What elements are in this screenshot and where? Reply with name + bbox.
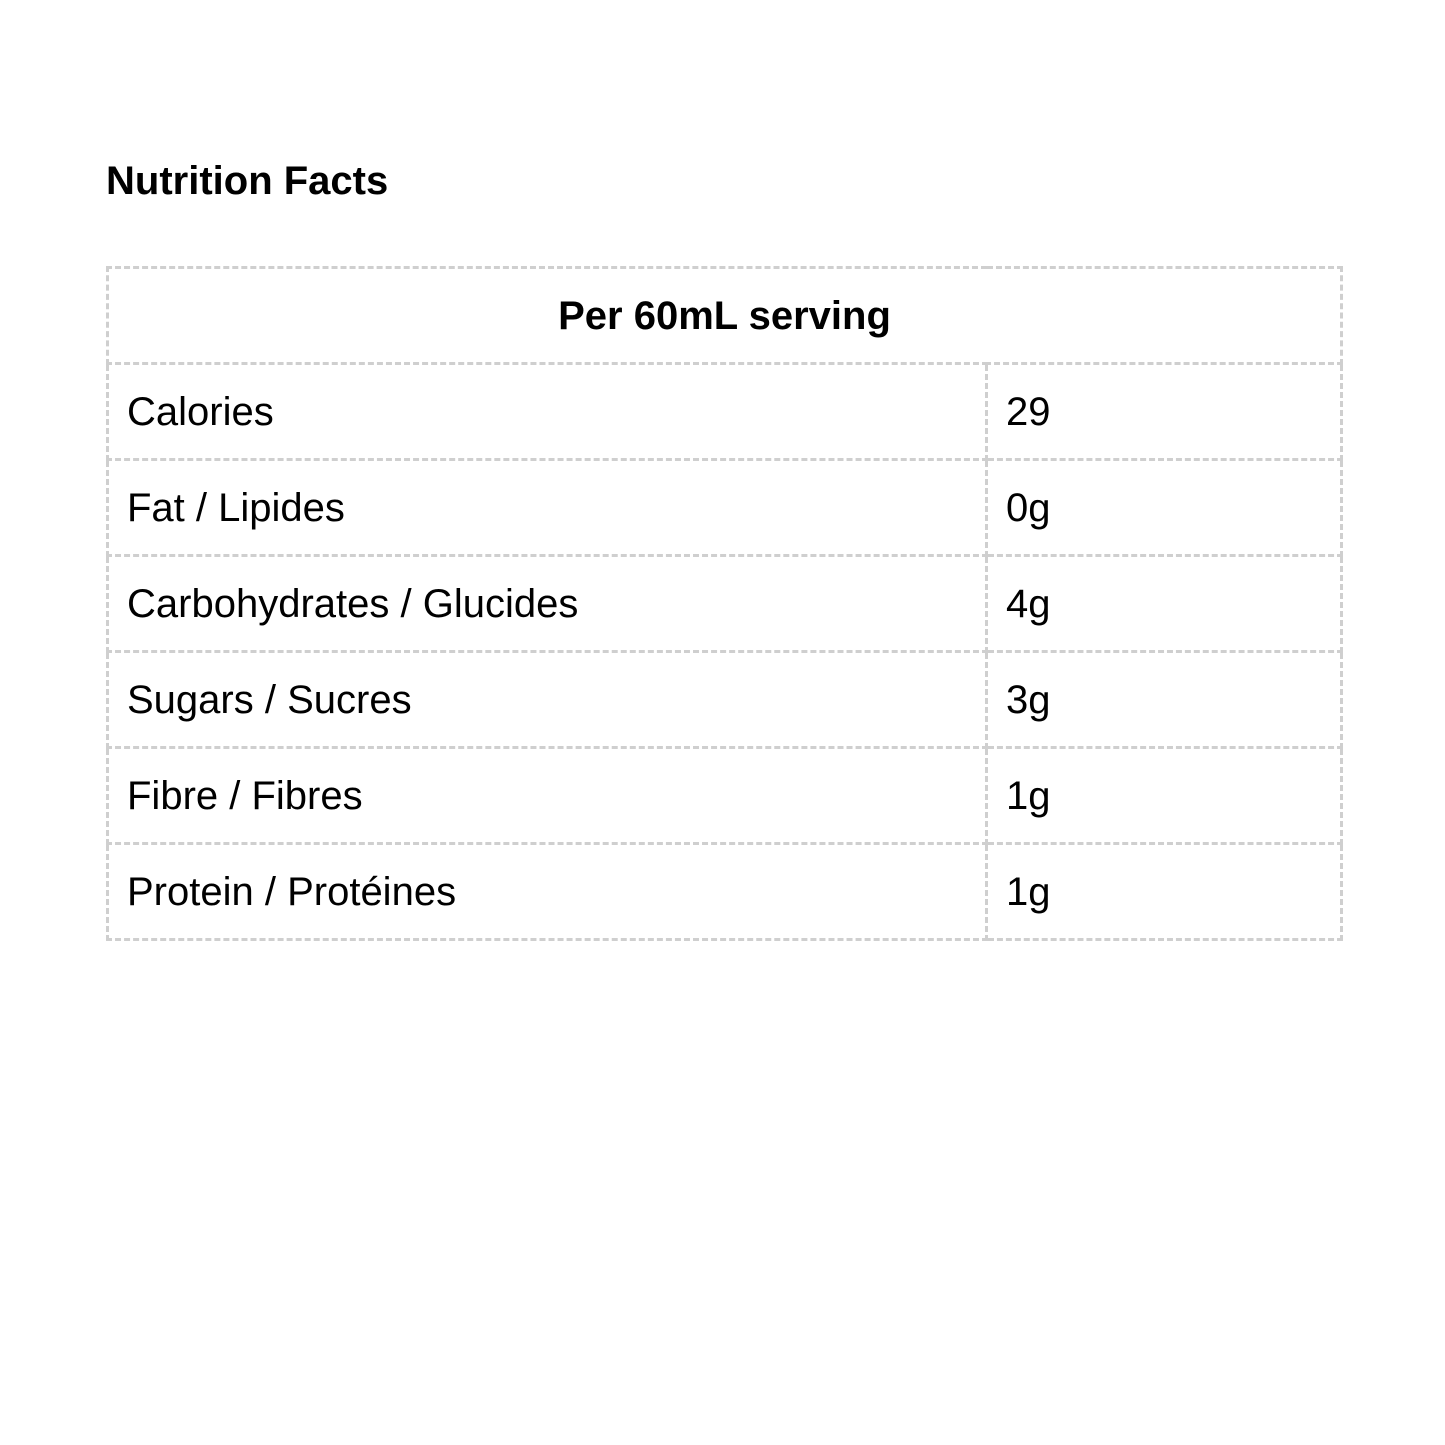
nutrient-name: Sugars / Sucres: [108, 652, 987, 748]
nutrient-value: 1g: [987, 844, 1342, 940]
page-title: Nutrition Facts: [106, 159, 389, 203]
table-row: [108, 748, 1342, 844]
nutrient-name: Calories: [108, 364, 987, 460]
nutrient-value: 1g: [987, 748, 1342, 844]
nutrient-name: Carbohydrates / Glucides: [108, 556, 987, 652]
nutrient-value: 29: [987, 364, 1342, 460]
nutrient-value: 0g: [987, 460, 1342, 556]
nutrition-table: [106, 266, 1343, 941]
table-row: [108, 364, 1342, 460]
table-row: [108, 460, 1342, 556]
table-row: [108, 844, 1342, 940]
serving-size-header: Per 60mL serving: [108, 268, 1342, 364]
nutrient-value: 3g: [987, 652, 1342, 748]
table-header-row: [108, 268, 1342, 364]
nutrient-name: Fat / Lipides: [108, 460, 987, 556]
table-row: [108, 556, 1342, 652]
nutrient-name: Protein / Protéines: [108, 844, 987, 940]
table-row: [108, 652, 1342, 748]
nutrient-value: 4g: [987, 556, 1342, 652]
nutrient-name: Fibre / Fibres: [108, 748, 987, 844]
